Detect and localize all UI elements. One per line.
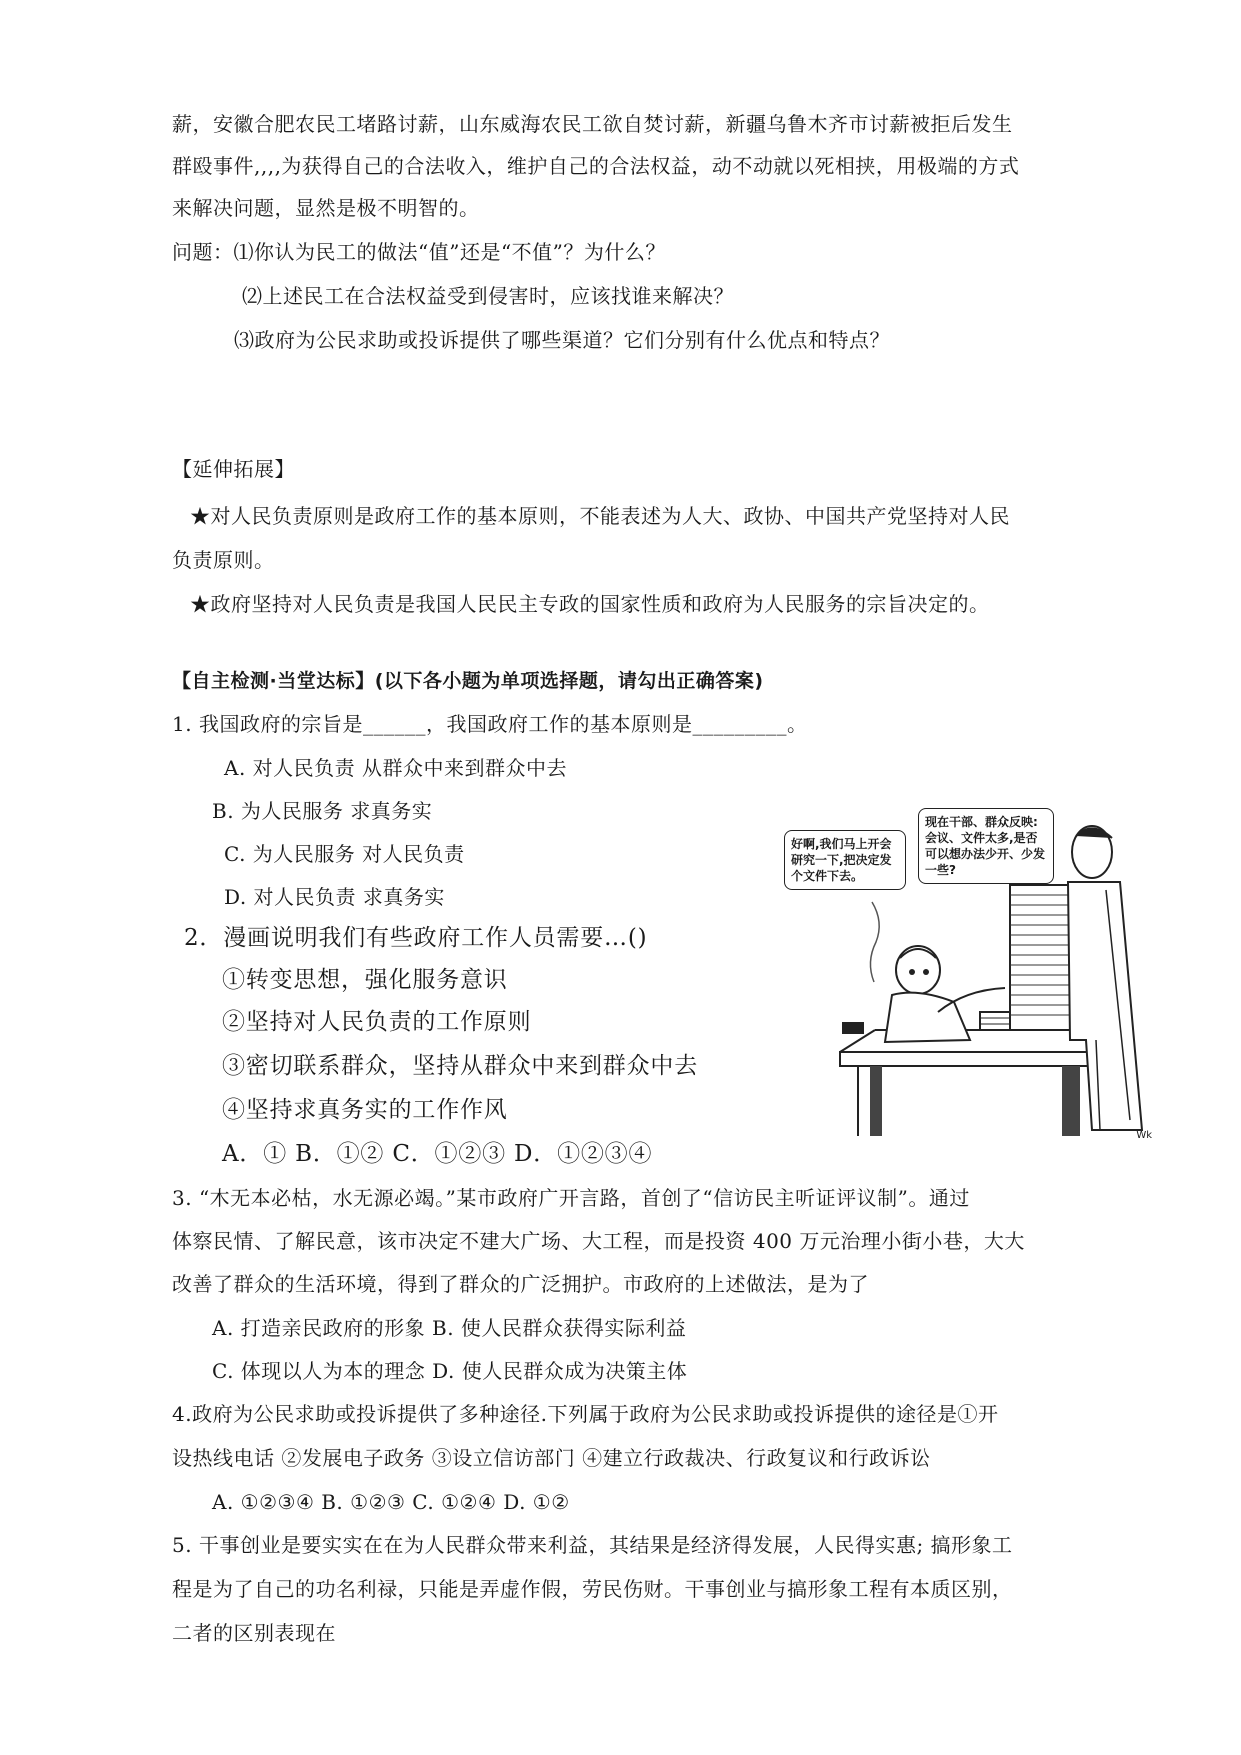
item-5-line-1: 5. 干事创业是要实实在在为人民群众带来利益，其结果是经济得发展，人民得实惠; 搞形象工 [172, 1533, 1013, 1557]
self-test-heading: 【自主检测·当堂达标】(以下各小题为单项选择题，请勾出正确答案) [172, 670, 764, 692]
intro-line-2: 群殴事件,,,,为获得自己的合法收入，维护自己的合法权益，动不动就以死相挟，用极端的方式 [172, 154, 1020, 178]
intro-line-1: 薪，安徽合肥农民工堵路讨薪，山东威海农民工欲自焚讨薪，新疆乌鲁木齐市讨薪被拒后发生 [172, 112, 1013, 136]
cartoon-illustration [791, 790, 1160, 1145]
item-5-line-3: 二者的区别表现在 [172, 1621, 336, 1645]
item-3-line-1: 3. “木无本必枯，水无源必竭。”某市政府广开言路，首创了“信访民主听证评议制”。通过 [172, 1186, 970, 1210]
item-2-stem: 2．漫画说明我们有些政府工作人员需要…() [184, 925, 648, 951]
speech-bubble-seated-official: 好啊,我们马上开会研究一下,把决定发个文件下去。 [784, 830, 906, 890]
item-2-choice-2: ②坚持对人民负责的工作原则 [222, 1009, 532, 1035]
question-3: ⑶政府为公民求助或投诉提供了哪些渠道？它们分别有什么优点和特点？ [234, 328, 890, 352]
item-4-line-1: 4.政府为公民求助或投诉提供了多种途径.下列属于政府为公民求助或投诉提供的途径是①开 [172, 1402, 999, 1426]
item-5-line-2: 程是为了自己的功名利禄，只能是弄虚作假，劳民伤财。干事创业与搞形象工程有本质区别， [172, 1577, 1013, 1601]
item-3-options-row-2: C. 体现以人为本的理念 D. 使人民群众成为决策主体 [212, 1359, 688, 1383]
item-1-option-c: C. 为人民服务 对人民负责 [224, 842, 465, 866]
item-2-choice-3: ③密切联系群众，坚持从群众中来到群众中去 [222, 1053, 698, 1079]
question-1: 问题：⑴你认为民工的做法“值”还是“不值”？为什么？ [172, 240, 666, 264]
item-2-choice-4: ④坚持求真务实的工作作风 [222, 1097, 508, 1123]
intro-line-3: 来解决问题，显然是极不明智的。 [172, 196, 480, 220]
item-3-line-3: 改善了群众的生活环境，得到了群众的广泛拥护。市政府的上述做法，是为了 [172, 1272, 869, 1296]
speech-bubble-standing-man: 现在干部、群众反映:会议、文件太多,是否可以想办法少开、少发一些? [918, 808, 1054, 884]
item-1-stem: 1. 我国政府的宗旨是______，我国政府工作的基本原则是_________。 [172, 712, 808, 736]
item-1-option-a: A. 对人民负责 从群众中来到群众中去 [224, 756, 568, 780]
item-3-options-row-1: A. 打造亲民政府的形象 B. 使人民群众获得实际利益 [212, 1316, 687, 1340]
item-2-answers: A．① B．①② C．①②③ D．①②③④ [222, 1141, 653, 1167]
extension-point-2: ★政府坚持对人民负责是我国人民民主专政的国家性质和政府为人民服务的宗旨决定的。 [190, 592, 990, 616]
item-2-choice-1: ①转变思想，强化服务意识 [222, 967, 508, 993]
extension-point-1-line-2: 负责原则。 [172, 548, 275, 572]
artist-signature: Wk [1136, 1130, 1152, 1141]
item-1-option-b: B. 为人民服务 求真务实 [212, 799, 433, 823]
item-4-line-2: 设热线电话 ②发展电子政务 ③设立信访部门 ④建立行政裁决、行政复议和行政诉讼 [172, 1446, 931, 1470]
extension-heading: 【延伸拓展】 [172, 457, 295, 481]
question-2: ⑵上述民工在合法权益受到侵害时，应该找谁来解决？ [242, 284, 734, 308]
item-4-options: A. ①②③④ B. ①②③ C. ①②④ D. ①② [212, 1490, 570, 1514]
item-1-option-d: D. 对人民负责 求真务实 [224, 885, 445, 909]
item-3-line-2: 体察民情、了解民意，该市决定不建大广场、大工程，而是投资 400 万元治理小街小巷，大大 [172, 1229, 1025, 1253]
extension-point-1-line-1: ★对人民负责原则是政府工作的基本原则，不能表述为人大、政协、中国共产党坚持对人民 [190, 504, 1010, 528]
